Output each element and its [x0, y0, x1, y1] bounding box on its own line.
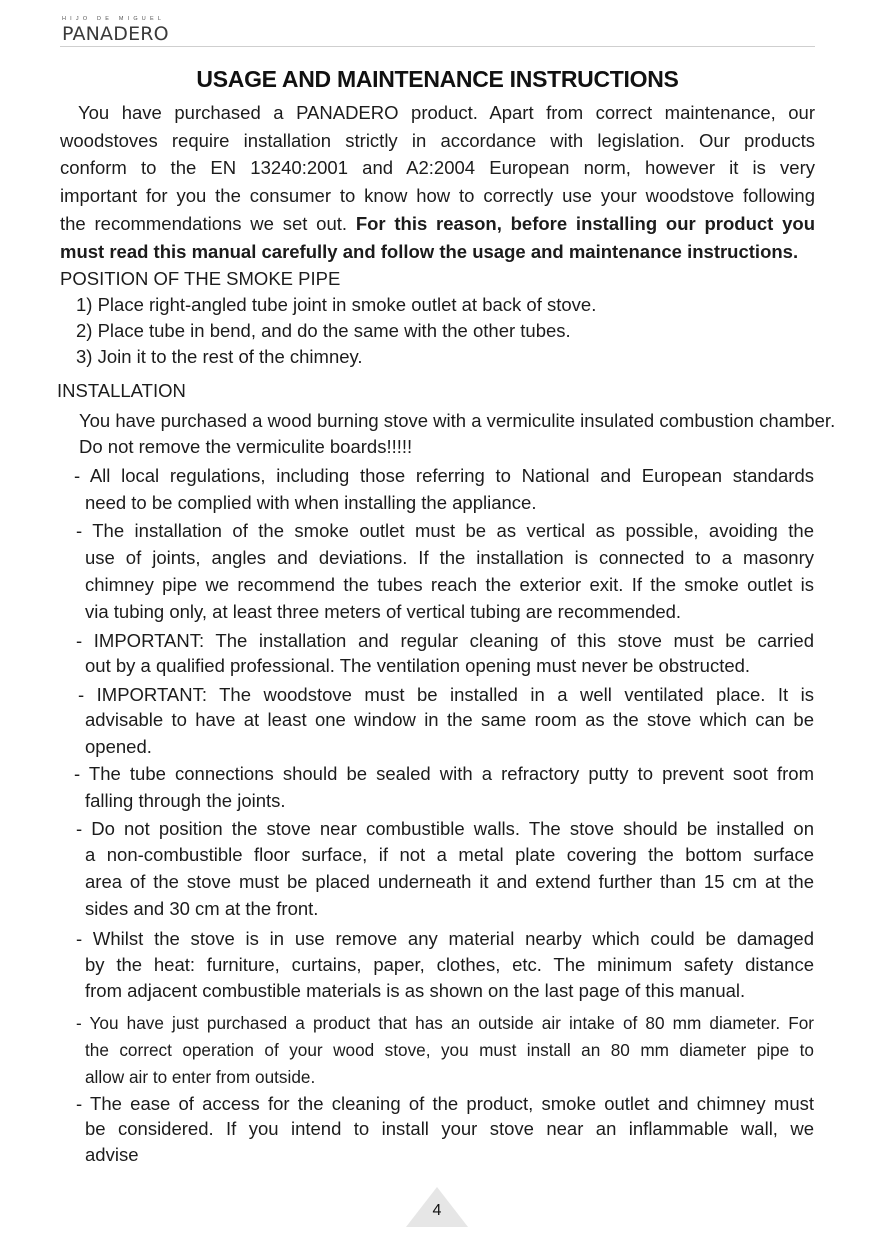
- bullet-important-ventilation-line-2: advisable to have at least one window in the same room as the stove which can be: [85, 709, 814, 730]
- smoke-pipe-step-2: 2) Place tube in bend, and do the same with the other tubes.: [76, 320, 571, 341]
- bullet-important-cleaning-line-1: - IMPORTANT: The installation and regular cleaning of this stove must be carried: [76, 630, 814, 651]
- bullet-smoke-outlet-line-3: chimney pipe we recommend the tubes reach the exterior exit. If the smoke outlet is: [85, 574, 814, 595]
- intro-line-2: woodstoves require installation strictly in accordance with legislation. Our products: [60, 130, 815, 151]
- bullet-tube-connections-line-1: - The tube connections should be sealed with a refractory putty to prevent soot from: [74, 763, 814, 784]
- intro-line-5: [60, 213, 815, 235]
- bullet-cleaning-access-line-2: be considered. If you intend to install your stove near an inflammable wall, we: [85, 1118, 814, 1139]
- intro-bold-2: must read this manual carefully and follow the usage and maintenance instructions.: [60, 241, 799, 262]
- bullet-nearby-materials-line-2: by the heat: furniture, curtains, paper, clothes, etc. The minimum safety distance: [85, 954, 814, 975]
- smoke-pipe-step-3: 3) Join it to the rest of the chimney.: [76, 346, 363, 367]
- intro-line-1: You have purchased a PANADERO product. Apart from correct maintenance, our: [78, 102, 815, 123]
- bullet-nearby-materials-line-1: - Whilst the stove is in use remove any material nearby which could be damaged: [76, 928, 814, 949]
- bullet-important-ventilation-line-1: - IMPORTANT: The woodstove must be installed in a well ventilated place. It is: [78, 684, 814, 705]
- intro-line-3: conform to the EN 13240:2001 and A2:2004 European norm, however it is very: [60, 157, 815, 178]
- bullet-tube-connections-line-2: falling through the joints.: [85, 790, 286, 811]
- bullet-smoke-outlet-line-2: use of joints, angles and deviations. If the installation is connected to a masonry: [85, 547, 814, 568]
- bullet-important-cleaning-line-2: out by a qualified professional. The ventilation opening must never be obstructed.: [85, 655, 751, 676]
- bullet-important-ventilation-line-3: opened.: [85, 736, 152, 757]
- installation-intro-1: You have purchased a wood burning stove with a vermiculite insulated combustion chamber.: [79, 410, 836, 431]
- brand-logo: [62, 16, 169, 44]
- page-title: USAGE AND MAINTENANCE INSTRUCTIONS: [196, 66, 679, 92]
- bullet-combustible-walls-line-4: sides and 30 cm at the front.: [85, 898, 319, 919]
- bullet-smoke-outlet-line-4: via tubing only, at least three meters of vertical tubing are recommended.: [85, 601, 682, 622]
- bullet-regulations-line-1: - All local regulations, including those referring to National and European standards: [74, 465, 814, 486]
- section-heading-smoke-pipe: POSITION OF THE SMOKE PIPE: [60, 268, 341, 289]
- bullet-nearby-materials-line-3: from adjacent combustible materials is as shown on the last page of this manual.: [85, 980, 746, 1001]
- smoke-pipe-step-1: 1) Place right-angled tube joint in smoke outlet at back of stove.: [76, 294, 597, 315]
- logo-wordmark: PANADERO: [62, 23, 169, 45]
- intro-line-4: important for you the consumer to know how to correctly use your woodstove following: [60, 185, 815, 206]
- header-divider: [60, 46, 815, 47]
- intro-bold-1: For this reason, before installing our product you: [355, 213, 815, 234]
- bullet-combustible-walls-line-1: - Do not position the stove near combustible walls. The stove should be installed on: [76, 818, 814, 839]
- page-number: 4: [432, 1202, 442, 1219]
- bullet-combustible-walls-line-3: area of the stove must be placed underneath it and extend further than 15 cm at the: [85, 871, 814, 892]
- bullet-combustible-walls-line-2: a non-combustible floor surface, if not a metal plate covering the bottom surface: [85, 844, 814, 865]
- section-heading-installation: INSTALLATION: [57, 380, 186, 401]
- installation-intro-2: Do not remove the vermiculite boards!!!!!: [79, 436, 413, 457]
- bullet-air-intake-line-1: - You have just purchased a product that has an outside air intake of 80 mm diameter. For: [76, 1013, 814, 1033]
- intro-text: the recommendations we set out.: [60, 213, 356, 234]
- logo-subtitle: HIJO DE MIGUEL: [62, 16, 166, 22]
- bullet-regulations-line-2: need to be complied with when installing the appliance.: [85, 492, 537, 513]
- bullet-air-intake-line-3: allow air to enter from outside.: [85, 1067, 316, 1087]
- bullet-air-intake-line-2: the correct operation of your wood stove, you must install an 80 mm diameter pipe to: [85, 1040, 814, 1060]
- bullet-cleaning-access-line-3: advise: [85, 1144, 139, 1165]
- bullet-smoke-outlet-line-1: - The installation of the smoke outlet must be as vertical as possible, avoiding the: [76, 520, 814, 541]
- bullet-cleaning-access-line-1: - The ease of access for the cleaning of the product, smoke outlet and chimney must: [76, 1093, 814, 1114]
